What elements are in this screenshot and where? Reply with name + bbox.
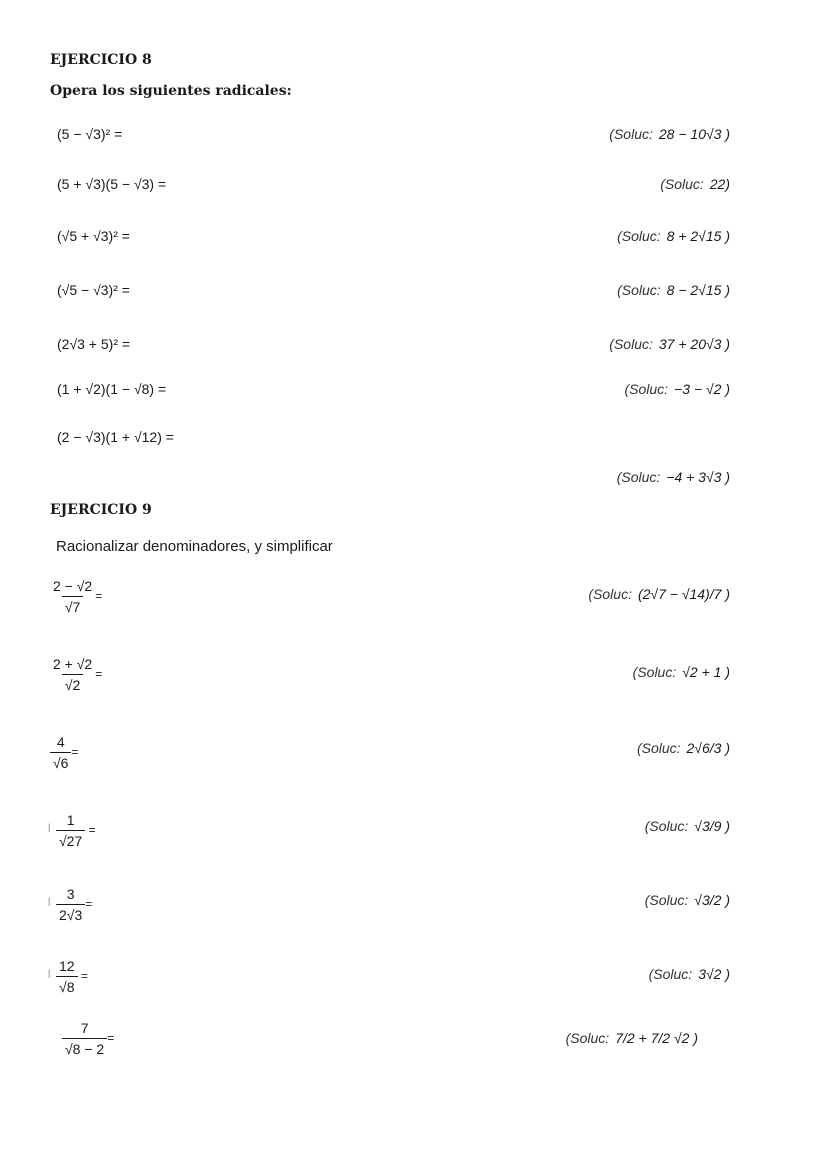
numerator: 3 (66, 886, 75, 902)
solution-value: 28 − 10√3 ) (658, 126, 730, 142)
ex8-expr-7: (2 − √3)(1 + √12) = (57, 429, 174, 445)
ex9-expr-3: $\frac{4}{√6}$ = (50, 734, 79, 771)
ex9-expr-4: $\frac{1}{√27}$ = (56, 812, 96, 849)
ex9-expr-1: $\frac{2 - √2}{√7}$ = (50, 578, 102, 615)
solution-label: (Soluc: (624, 381, 669, 397)
ex9-expr-6: $\frac{12}{√8}$ = (56, 958, 88, 995)
numerator: 7 (80, 1020, 89, 1036)
numerator: 2 + √2 (53, 656, 93, 672)
ex8-solution-5 (609, 336, 730, 352)
ex8-expr-3: (√5 + √3)² = (57, 228, 130, 244)
fraction (50, 734, 71, 771)
solution-value: 8 − 2√15 ) (666, 282, 730, 298)
denominator: √27 (56, 830, 85, 849)
solution-value: −4 + 3√3 ) (666, 469, 730, 485)
ex8-solution-7 (617, 469, 730, 485)
solution-value: 37 + 20√3 ) (658, 336, 730, 352)
ex8-expr-1: (5 − √3)² = (57, 126, 123, 142)
solution-value: 3√2 ) (698, 966, 730, 982)
ex9-solution-1 (588, 586, 730, 602)
ex9-solution-3 (637, 740, 730, 756)
denominator: √6 (50, 752, 71, 771)
denominator: √8 − 2 (62, 1038, 107, 1057)
solution-value: 8 + 2√15 ) (666, 228, 730, 244)
solution-label: (Soluc: (609, 126, 653, 142)
solution-value: −3 − √2 ) (674, 381, 730, 397)
ex8-solution-3 (617, 228, 730, 244)
ex9-solution-5 (645, 892, 730, 908)
solution-value: (2√7 − √14)/7 ) (637, 586, 730, 602)
margin-mark: | (48, 822, 51, 832)
ex8-solution-1 (609, 126, 730, 142)
ex9-solution-4 (645, 818, 730, 834)
denominator: √7 (62, 596, 83, 615)
fraction (50, 656, 95, 693)
numerator: 4 (56, 734, 65, 750)
denominator: 2√3 (56, 904, 85, 923)
ex9-expr-2: $\frac{2 + √2}{√2}$ = (50, 656, 102, 693)
solution-value: 22) (709, 176, 730, 192)
ex8-solution-6 (624, 381, 730, 397)
fraction (56, 958, 78, 995)
fraction (62, 1020, 107, 1057)
solution-label: (Soluc: (617, 228, 661, 244)
numerator: 2 − √2 (53, 578, 93, 594)
margin-mark: | (48, 968, 51, 978)
exercise-9-title: EJERCICIO 9 (50, 502, 152, 518)
ex8-expr-4: (√5 − √3)² = (57, 282, 130, 298)
ex8-solution-2 (660, 176, 730, 192)
exercise-8-title: EJERCICIO 8 (50, 52, 152, 68)
solution-value: √2 + 1 ) (682, 664, 730, 680)
solution-label: (Soluc: (588, 586, 632, 602)
fraction (50, 578, 95, 615)
ex8-expr-6: (1 + √2)(1 − √8) = (57, 381, 167, 397)
denominator: √2 (62, 674, 83, 693)
solution-label: (Soluc: (648, 966, 693, 982)
ex9-expr-7: $\frac{7}{√8 - 2}$ = (62, 1020, 114, 1057)
ex8-expr-5: (2√3 + 5)² = (57, 336, 131, 352)
ex9-solution-7 (566, 1030, 698, 1046)
solution-label: (Soluc: (644, 892, 689, 908)
solution-label: (Soluc: (632, 664, 677, 680)
fraction (56, 812, 85, 849)
solution-label: (Soluc: (616, 469, 661, 485)
solution-value: √3/2 ) (694, 892, 730, 908)
solution-value: 2√6/3 ) (686, 740, 730, 756)
solution-label: (Soluc: (660, 176, 704, 192)
exercise-8-subtitle: Opera los siguientes radicales: (50, 83, 292, 99)
numerator: 1 (66, 812, 75, 828)
ex9-expr-5: $\frac{3}{2√3}$ = (56, 886, 92, 923)
numerator: 12 (59, 958, 75, 974)
solution-value: √3/9 ) (694, 818, 730, 834)
solution-label: (Soluc: (609, 336, 653, 352)
solution-label: (Soluc: (565, 1030, 610, 1046)
solution-label: (Soluc: (636, 740, 681, 756)
ex9-solution-6 (649, 966, 730, 982)
solution-label: (Soluc: (617, 282, 661, 298)
solution-value: 7/2 + 7/2 √2 ) (615, 1030, 698, 1046)
solution-label: (Soluc: (644, 818, 689, 834)
ex8-solution-4 (617, 282, 730, 298)
exercise-9-instruction: Racionalizar denominadores, y simplificar (56, 538, 333, 555)
denominator: √8 (56, 976, 77, 995)
ex9-solution-2 (633, 664, 730, 680)
ex8-expr-2: (5 + √3)(5 − √3) = (57, 176, 167, 192)
margin-mark: | (48, 896, 51, 906)
fraction (56, 886, 85, 923)
